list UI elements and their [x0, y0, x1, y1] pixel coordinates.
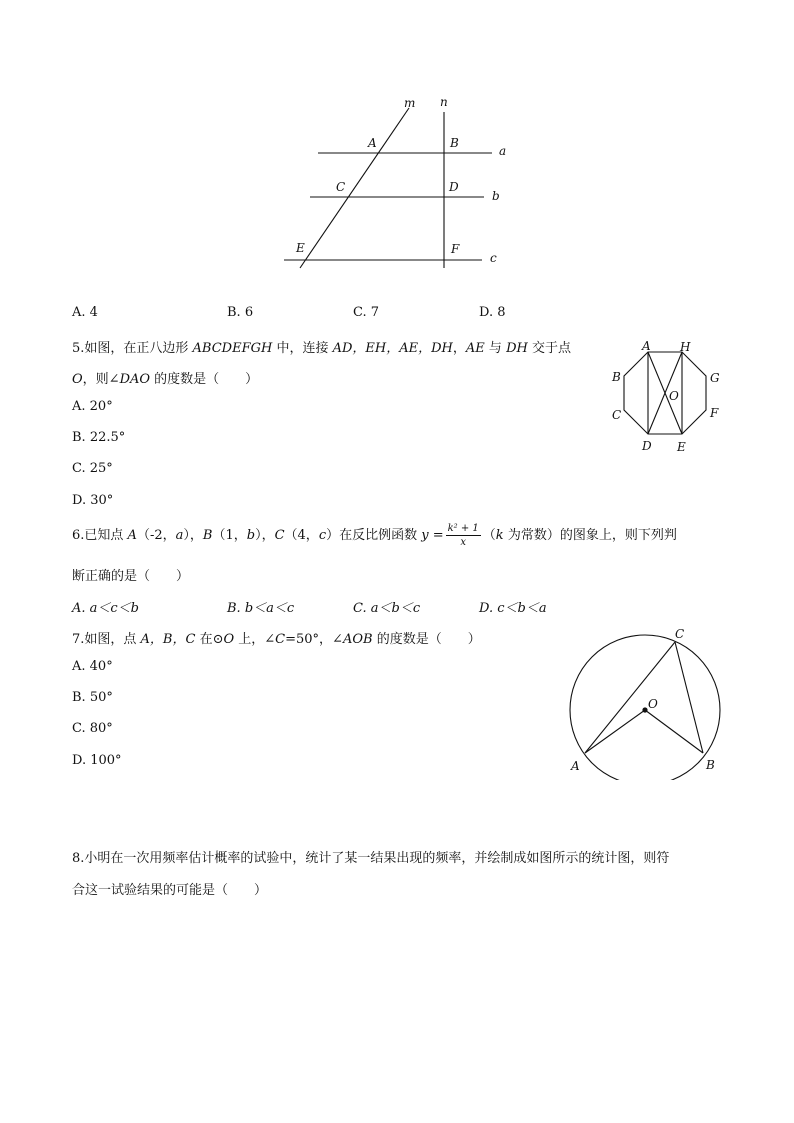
- oct-label-H: H: [680, 340, 691, 354]
- oct-label-O: O: [669, 389, 679, 403]
- label-b: b: [492, 189, 500, 203]
- label-C: C: [336, 180, 346, 194]
- q8-stem-line2: 合这一试验结果的可能是（ ）: [72, 883, 268, 898]
- oct-label-A: A: [642, 339, 651, 353]
- q5-stem-line2: O，则∠DAO 的度数是（ ）: [72, 372, 259, 387]
- q5-option-a[interactable]: A. 20°: [72, 399, 113, 414]
- q6-option-c[interactable]: C. a＜b＜c: [353, 601, 421, 616]
- circ-label-B: B: [706, 758, 715, 772]
- label-m: m: [404, 96, 416, 110]
- label-F: F: [451, 242, 460, 256]
- label-E: E: [296, 241, 305, 255]
- q7-option-a[interactable]: A. 40°: [72, 659, 113, 674]
- parallel-lines-figure: [0, 0, 794, 300]
- oct-label-E: E: [677, 440, 686, 454]
- label-a: a: [499, 144, 507, 158]
- q5-option-c[interactable]: C. 25°: [72, 461, 113, 476]
- octagon-figure: [600, 330, 740, 460]
- label-B: B: [450, 136, 459, 150]
- q6-stem-line1: 6.已知点 A（-2，a），B（1，b），C（4，c）在反比例函数 y = $\frac{\text{k² + 1}}{x}$ （k 为常数）的图象上，则下列判: [72, 523, 677, 548]
- q4-option-b[interactable]: B. 6: [227, 305, 254, 320]
- q5-option-d[interactable]: D. 30°: [72, 493, 114, 508]
- circle-figure: [560, 620, 730, 780]
- q8-stem-line1: 8.小明在一次用频率估计概率的试验中，统计了某一结果出现的频率，并绘制成如图所示的统计图，则符: [72, 851, 670, 866]
- q7-stem: 7.如图，点 A，B，C 在⊙O 上，∠C=50°，∠AOB 的度数是（ ）: [72, 632, 481, 647]
- q4-option-a[interactable]: A. 4: [72, 305, 98, 320]
- q6-stem-line2: 断正确的是（ ）: [72, 569, 190, 584]
- center-point: [642, 707, 647, 712]
- label-D: D: [449, 180, 459, 194]
- q6-option-d[interactable]: D. c＜b＜a: [479, 601, 547, 616]
- label-n: n: [440, 95, 448, 109]
- oct-label-F: F: [710, 406, 719, 420]
- oct-label-D: D: [642, 439, 652, 453]
- oct-label-C: C: [612, 408, 622, 422]
- q7-option-c[interactable]: C. 80°: [72, 721, 113, 736]
- q7-option-d[interactable]: D. 100°: [72, 753, 122, 768]
- q5-option-b[interactable]: B. 22.5°: [72, 430, 126, 445]
- q4-option-c[interactable]: C. 7: [353, 305, 380, 320]
- q6-option-b[interactable]: B. b＜a＜c: [227, 601, 295, 616]
- circ-label-A: A: [571, 759, 580, 773]
- circ-label-C: C: [675, 627, 685, 641]
- label-c: c: [490, 251, 497, 265]
- label-A: A: [368, 136, 377, 150]
- reciprocal-fraction: $\frac{\text{k² + 1}}{x}$: [447, 523, 479, 548]
- q4-option-d[interactable]: D. 8: [479, 305, 506, 320]
- circ-label-O: O: [648, 697, 658, 711]
- q5-stem-line1: 5.如图，在正八边形 ABCDEFGH 中，连接 AD，EH，AE，DH，AE 与 DH 交于点: [72, 341, 571, 356]
- oct-label-G: G: [710, 371, 720, 385]
- q7-option-b[interactable]: B. 50°: [72, 690, 113, 705]
- q6-option-a[interactable]: A. a＜c＜b: [72, 601, 140, 616]
- oct-label-B: B: [612, 370, 621, 384]
